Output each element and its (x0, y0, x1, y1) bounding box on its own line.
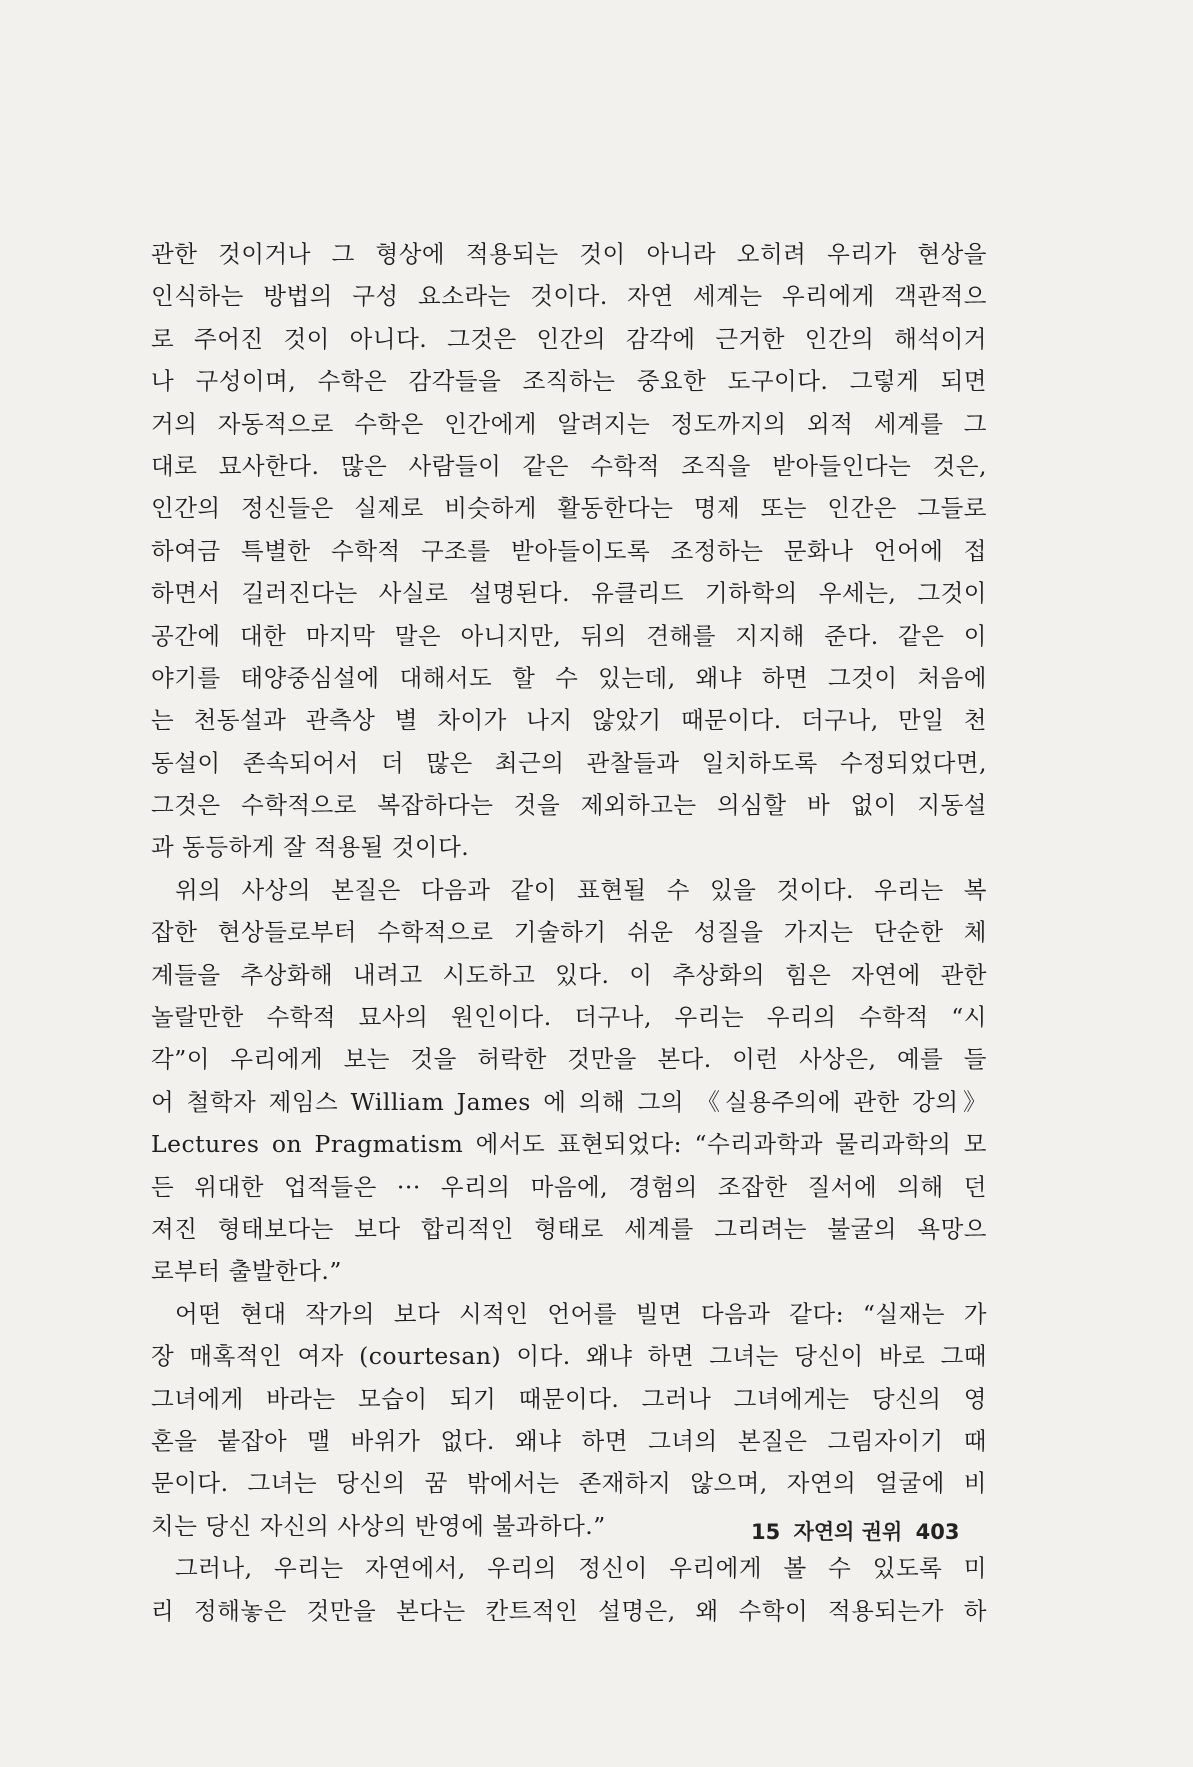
text-line: 그러나, 우리는 자연에서, 우리의 정신이 우리에게 볼 수 있도록 미 (175, 1554, 987, 1583)
text-line: 계들을 추상화해 내려고 시도하고 있다. 이 추상화의 힘은 자연에 관한 (151, 960, 987, 989)
text-line: 로부터 출발한다.” (151, 1257, 342, 1286)
text-line: 각”이 우리에게 보는 것을 허락한 것만을 본다. 이런 사상은, 예를 들 (151, 1045, 987, 1074)
text-line: 든 위대한 업적들은 ··· 우리의 마음에, 경험의 조잡한 질서에 의해 던 (151, 1172, 987, 1201)
text-line: 대로 묘사한다. 많은 사람들이 같은 수학적 조직을 받아들인다는 것은, (151, 451, 987, 480)
text-line: 공간에 대한 마지막 말은 아니지만, 뒤의 견해를 지지해 준다. 같은 이 (151, 621, 987, 650)
text-line: 동설이 존속되어서 더 많은 최근의 관찰들과 일치하도록 수정되었다면, (151, 748, 987, 777)
text-line: 나 구성이며, 수학은 감각들을 조직하는 중요한 도구이다. 그렇게 되면 (151, 367, 987, 396)
text-line: 야기를 태양중심설에 대해서도 할 수 있는데, 왜냐 하면 그것이 처음에 (151, 663, 987, 692)
text-line: 하면서 길러진다는 사실로 설명된다. 유클리드 기하학의 우세는, 그것이 (151, 579, 987, 608)
text-line: 거의 자동적으로 수학은 인간에게 알려지는 정도까지의 외적 세계를 그 (151, 409, 987, 438)
text-line: 혼을 붙잡아 맬 바위가 없다. 왜냐 하면 그녀의 본질은 그림자이기 때 (151, 1426, 987, 1455)
text-line: 져진 형태보다는 보다 합리적인 형태로 세계를 그리려는 불굴의 욕망으 (151, 1214, 987, 1243)
text-line: 장 매혹적인 여자 (courtesan) 이다. 왜냐 하면 그녀는 당신이 바로 그때 (151, 1342, 987, 1371)
body-text (151, 233, 987, 1632)
chapter-title: 자연의 권위 (793, 1520, 903, 1544)
text-line: 어 철학자 제임스 William James 에 의해 그의 《실용주의에 관한 강의》 (151, 1087, 987, 1116)
text-line: 는 천동설과 관측상 별 차이가 나지 않았기 때문이다. 더구나, 만일 천 (151, 706, 987, 735)
text-line: 과 동등하게 잘 적용될 것이다. (151, 833, 470, 862)
text-line: 치는 당신 자신의 사상의 반영에 불과하다.” (151, 1511, 606, 1540)
page-number: 403 (915, 1520, 960, 1544)
text-line: 잡한 현상들로부터 수학적으로 기술하기 쉬운 성질을 가지는 단순한 체 (151, 918, 987, 947)
text-line: Lectures on Pragmatism 에서도 표현되었다: “수리과학과 물리과학의 모 (151, 1130, 987, 1159)
running-footer (745, 1516, 987, 1546)
text-line: 관한 것이거나 그 형상에 적용되는 것이 아니라 오히려 우리가 현상을 (151, 240, 987, 268)
text-line: 그녀에게 바라는 모습이 되기 때문이다. 그러나 그녀에게는 당신의 영 (151, 1384, 987, 1413)
text-line: 어떤 현대 작가의 보다 시적인 언어를 빌면 다음과 같다: “실재는 가 (175, 1299, 987, 1328)
text-line: 하여금 특별한 수학적 구조를 받아들이도록 조정하는 문화나 언어에 접 (151, 536, 987, 565)
text-line: 그것은 수학적으로 복잡하다는 것을 제외하고는 의심할 바 없이 지동설 (151, 791, 987, 820)
text-line: 위의 사상의 본질은 다음과 같이 표현될 수 있을 것이다. 우리는 복 (175, 875, 987, 904)
text-line: 놀랄만한 수학적 묘사의 원인이다. 더구나, 우리는 우리의 수학적 “시 (151, 1003, 987, 1032)
text-line: 인식하는 방법의 구성 요소라는 것이다. 자연 세계는 우리에게 객관적으 (151, 282, 987, 311)
text-line: 인간의 정신들은 실제로 비슷하게 활동한다는 명제 또는 인간은 그들로 (151, 494, 987, 523)
text-line: 리 정해놓은 것만을 본다는 칸트적인 설명은, 왜 수학이 적용되는가 하 (151, 1596, 987, 1625)
chapter-number: 15 (751, 1520, 781, 1544)
text-line: 로 주어진 것이 아니다. 그것은 인간의 감각에 근거한 인간의 해석이거 (151, 324, 987, 353)
text-line: 문이다. 그녀는 당신의 꿈 밖에서는 존재하지 않으며, 자연의 얼굴에 비 (151, 1469, 987, 1498)
